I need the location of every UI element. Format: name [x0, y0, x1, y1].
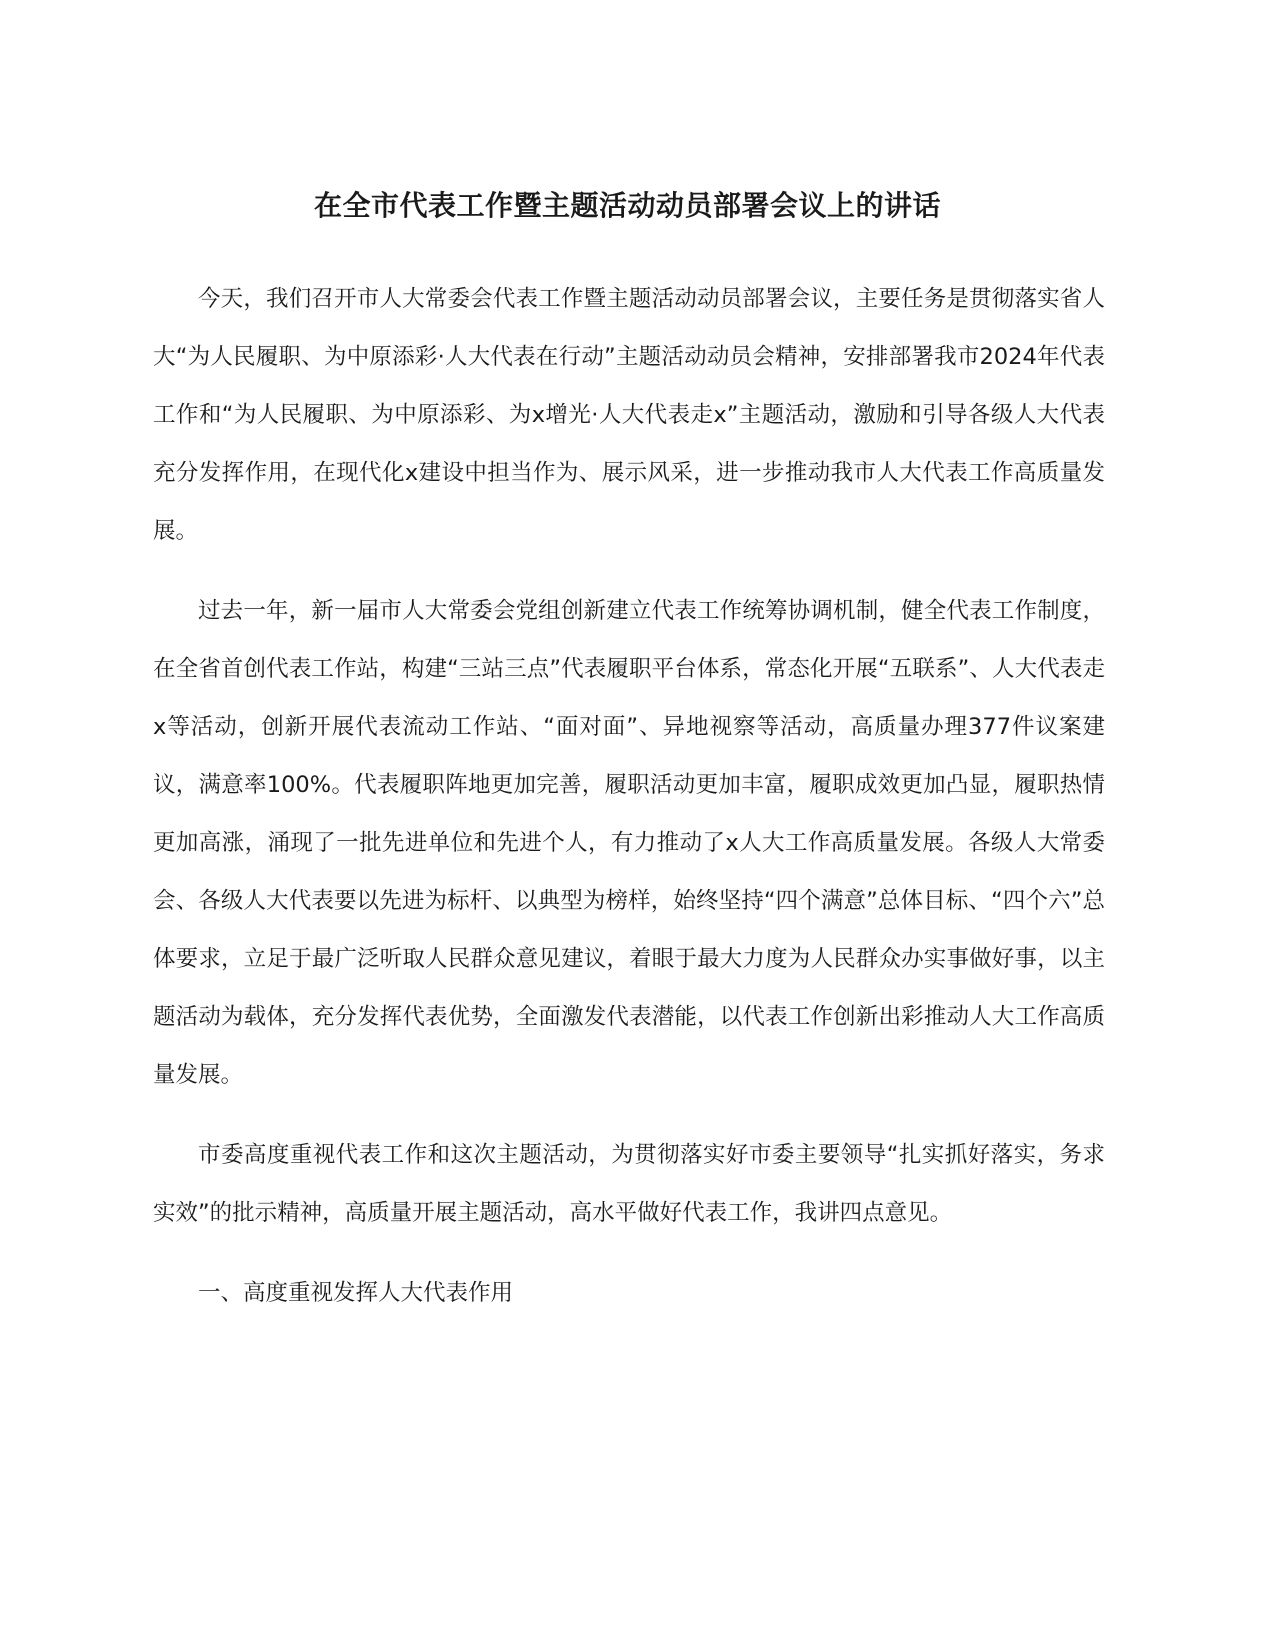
paragraph-review: 过去一年，新一届市人大常委会党组创新建立代表工作统筹协调机制，健全代表工作制度，在全省首创代表工作站，构建“三站三点”代表履职平台体系，常态化开展“五联系”、人大代表走x等活动，创新开展代表流动工作站、“面对面”、异地视察等活动，高质量办理377件议案建议，满意率100%。代表履职阵地更加完善，履职活动更加丰富，履职成效更加凸显，履职热情更加高涨，涌现了一批先进单位和先进个人，有力推动了x人大工作高质量发展。各级人大常委会、各级人大代表要以先进为标杆、以典型为榜样，始终坚持“四个满意”总体目标、“四个六”总体要求，立足于最广泛听取人民群众意见建议，着眼于最大力度为人民群众办实事做好事，以主题活动为载体，充分发挥代表优势，全面激发代表潜能，以代表工作创新出彩推动人大工作高质量发展。 — [153, 598, 1105, 1088]
paragraph-intro: 今天，我们召开市人大常委会代表工作暨主题活动动员部署会议，主要任务是贯彻落实省人大“为人民履职、为中原添彩·人大代表在行动”主题活动动员会精神，安排部署我市2024年代表工作和“为人民履职、为中原添彩、为x增光·人大代表走x”主题活动，激励和引导各级人大代表充分发挥作用，在现代化x建设中担当作为、展示风采，进一步推动我市人大代表工作高质量发展。 — [153, 286, 1105, 544]
document-title: 在全市代表工作暨主题活动动员部署会议上的讲话 — [313, 189, 941, 222]
paragraph-opinions: 市委高度重视代表工作和这次主题活动，为贯彻落实好市委主要领导“扎实抓好落实，务求实效”的批示精神，高质量开展主题活动，高水平做好代表工作，我讲四点意见。 — [153, 1142, 1105, 1226]
document-body — [153, 270, 1105, 1322]
section-heading: 一、高度重视发挥人大代表作用 — [198, 1280, 514, 1306]
